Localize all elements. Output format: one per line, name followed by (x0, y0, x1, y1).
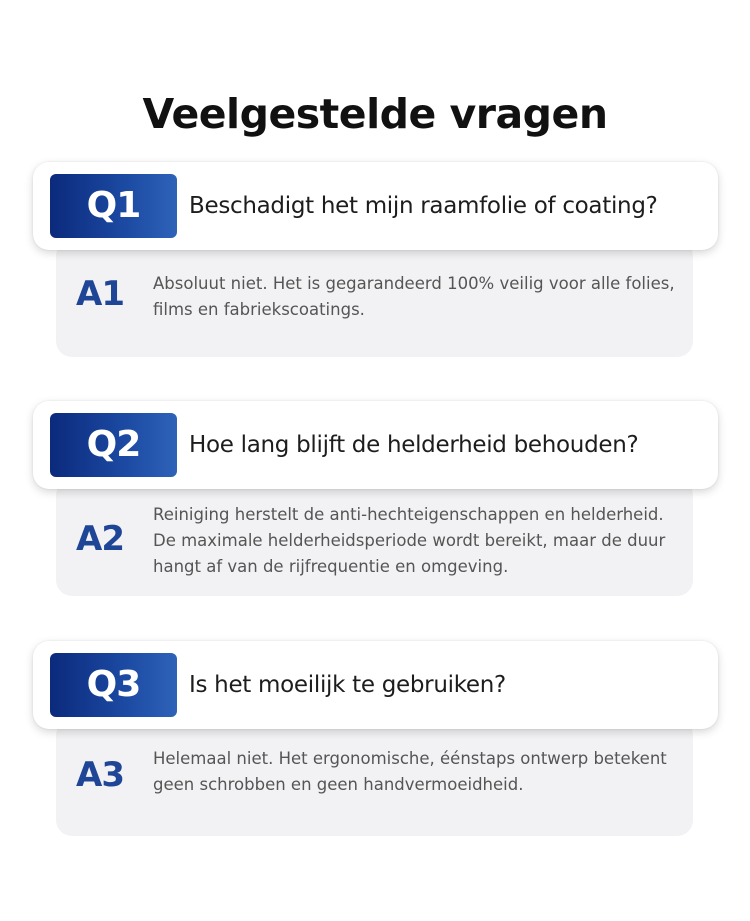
answer-card (56, 240, 693, 357)
question-card (33, 641, 718, 729)
answer-text: Helemaal niet. Het ergonomische, éénstaps ontwerp betekent geen schrobben en geen handvermoeidheid. (153, 749, 667, 794)
page-title: Veelgestelde vragen (142, 90, 608, 138)
question-badge: Q1 (50, 174, 177, 238)
answer-card (56, 719, 693, 836)
question-text: Beschadigt het mijn raamfolie of coating? (189, 193, 658, 219)
answer-label: A3 (76, 755, 124, 795)
faq-item-2 (0, 401, 750, 601)
question-badge: Q3 (50, 653, 177, 717)
answer-text: Reiniging herstelt de anti-hechteigenschappen en helderheid. De maximale helderheidsperiode wordt bereikt, maar de duur hangt af van de rijfrequentie en omgeving. (153, 505, 666, 576)
question-text: Is het moeilijk te gebruiken? (189, 672, 506, 698)
question-card (33, 162, 718, 250)
answer-card (56, 479, 693, 596)
answer-label: A2 (76, 519, 124, 559)
faq-item-1 (0, 162, 750, 362)
answer-label: A1 (76, 274, 124, 314)
question-text: Hoe lang blijft de helderheid behouden? (189, 432, 639, 458)
question-badge: Q2 (50, 413, 177, 477)
question-card (33, 401, 718, 489)
faq-item-3 (0, 641, 750, 841)
answer-text: Absoluut niet. Het is gegarandeerd 100% veilig voor alle folies, films en fabriekscoatings. (153, 274, 675, 319)
